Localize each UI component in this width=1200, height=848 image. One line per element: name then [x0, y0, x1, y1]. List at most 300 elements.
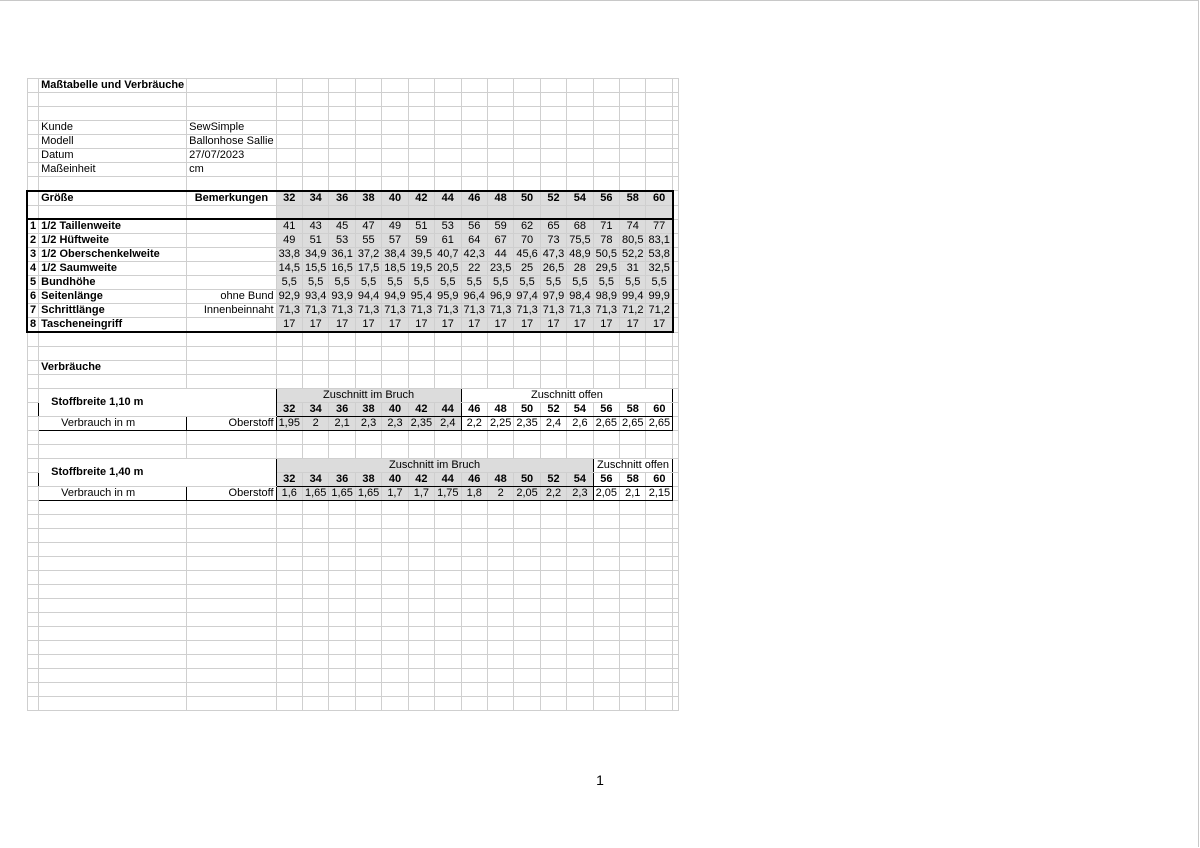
sheet-cell[interactable]	[593, 430, 619, 444]
sheet-cell[interactable]	[435, 584, 461, 598]
sheet-cell[interactable]	[355, 374, 381, 388]
sheet-cell[interactable]	[276, 668, 302, 682]
sheet-cell[interactable]	[27, 360, 39, 374]
size-header-label[interactable]: Größe	[39, 191, 187, 206]
measurement-value[interactable]: 17	[514, 318, 540, 333]
cut-type-header[interactable]: Zuschnitt offen	[461, 388, 673, 402]
sheet-cell[interactable]	[461, 93, 487, 107]
measurement-value[interactable]: 68	[567, 219, 593, 234]
sheet-cell[interactable]	[435, 346, 461, 360]
size-header-46[interactable]: 46	[461, 191, 487, 206]
measurement-value[interactable]: 36,1	[329, 248, 355, 262]
sheet-cell[interactable]	[673, 304, 679, 318]
sheet-cell[interactable]	[27, 374, 39, 388]
sheet-cell[interactable]	[461, 121, 487, 135]
cut-type-header[interactable]: Zuschnitt im Bruch	[276, 458, 593, 472]
info-label[interactable]: Kunde	[39, 121, 187, 135]
sheet-cell[interactable]	[540, 374, 566, 388]
measurement-value[interactable]: 78	[593, 234, 619, 248]
sheet-cell[interactable]	[461, 430, 487, 444]
sheet-cell[interactable]	[302, 360, 328, 374]
sheet-cell[interactable]	[329, 205, 355, 219]
fabric-size-header[interactable]: 56	[593, 402, 619, 416]
measurement-remark[interactable]	[187, 234, 276, 248]
sheet-cell[interactable]	[646, 514, 673, 528]
sheet-cell[interactable]	[302, 346, 328, 360]
sheet-cell[interactable]	[187, 500, 276, 514]
measurement-value[interactable]: 45	[329, 219, 355, 234]
sheet-cell[interactable]	[540, 626, 566, 640]
sheet-cell[interactable]	[276, 93, 302, 107]
sheet-cell[interactable]	[355, 346, 381, 360]
measurement-value[interactable]: 71,3	[461, 304, 487, 318]
sheet-cell[interactable]	[329, 360, 355, 374]
sheet-cell[interactable]	[540, 430, 566, 444]
size-header-50[interactable]: 50	[514, 191, 540, 206]
sheet-cell[interactable]	[408, 528, 434, 542]
sheet-cell[interactable]	[302, 640, 328, 654]
measurement-value[interactable]: 38,4	[382, 248, 408, 262]
measurement-value[interactable]: 51	[302, 234, 328, 248]
fabric-size-header[interactable]: 46	[461, 472, 487, 486]
sheet-cell[interactable]	[187, 584, 276, 598]
consumption-value[interactable]: 2,2	[461, 416, 487, 430]
sheet-cell[interactable]	[27, 668, 39, 682]
sheet-cell[interactable]	[540, 93, 566, 107]
sheet-cell[interactable]	[187, 514, 276, 528]
sheet-cell[interactable]	[435, 528, 461, 542]
sheet-cell[interactable]	[435, 93, 461, 107]
sheet-cell[interactable]	[487, 514, 513, 528]
sheet-cell[interactable]	[435, 135, 461, 149]
sheet-cell[interactable]	[567, 346, 593, 360]
sheet-cell[interactable]	[620, 598, 646, 612]
consumption-value[interactable]: 2,65	[620, 416, 646, 430]
sheet-cell[interactable]	[540, 79, 566, 93]
sheet-cell[interactable]	[646, 444, 673, 458]
sheet-cell[interactable]	[435, 626, 461, 640]
consumption-value[interactable]: 2,05	[593, 486, 619, 500]
measurement-remark[interactable]	[187, 276, 276, 290]
remarks-header[interactable]: Bemerkungen	[187, 191, 276, 206]
sheet-cell[interactable]	[673, 346, 679, 360]
sheet-cell[interactable]	[673, 248, 679, 262]
sheet-cell[interactable]	[382, 556, 408, 570]
measurement-value[interactable]: 48,9	[567, 248, 593, 262]
sheet-cell[interactable]	[540, 584, 566, 598]
sheet-cell[interactable]	[514, 696, 540, 710]
measurement-value[interactable]: 17	[540, 318, 566, 333]
sheet-cell[interactable]	[567, 528, 593, 542]
sheet-cell[interactable]	[187, 528, 276, 542]
sheet-cell[interactable]	[487, 668, 513, 682]
sheet-cell[interactable]	[620, 346, 646, 360]
sheet-cell[interactable]	[514, 332, 540, 346]
measurement-value[interactable]: 71,3	[302, 304, 328, 318]
measurement-value[interactable]: 71,3	[408, 304, 434, 318]
sheet-cell[interactable]	[620, 570, 646, 584]
sheet-cell[interactable]	[487, 584, 513, 598]
sheet-cell[interactable]	[39, 374, 187, 388]
measurement-value[interactable]: 98,9	[593, 290, 619, 304]
fabric-size-header[interactable]: 52	[540, 472, 566, 486]
measurement-value[interactable]: 41	[276, 219, 302, 234]
measurement-value[interactable]: 71,3	[487, 304, 513, 318]
sheet-cell[interactable]	[593, 374, 619, 388]
sheet-cell[interactable]	[487, 500, 513, 514]
sheet-cell[interactable]	[646, 584, 673, 598]
measurement-value[interactable]: 47,3	[540, 248, 566, 262]
measurement-value[interactable]: 92,9	[276, 290, 302, 304]
sheet-cell[interactable]	[567, 542, 593, 556]
sheet-cell[interactable]	[646, 696, 673, 710]
sheet-cell[interactable]	[593, 163, 619, 177]
measurement-value[interactable]: 53	[435, 219, 461, 234]
measurement-value[interactable]: 55	[355, 234, 381, 248]
sheet-cell[interactable]	[673, 332, 679, 346]
sheet-cell[interactable]	[27, 612, 39, 626]
consumption-remark[interactable]: Oberstoff	[187, 486, 276, 500]
fabric-size-header[interactable]: 34	[302, 472, 328, 486]
consumption-value[interactable]: 2,4	[540, 416, 566, 430]
sheet-cell[interactable]	[461, 696, 487, 710]
sheet-cell[interactable]	[382, 612, 408, 626]
sheet-cell[interactable]	[187, 556, 276, 570]
sheet-cell[interactable]	[435, 542, 461, 556]
sheet-cell[interactable]	[27, 388, 39, 402]
fabric-size-header[interactable]: 58	[620, 472, 646, 486]
consumption-label[interactable]: Verbrauch in m	[39, 416, 187, 430]
sheet-cell[interactable]	[487, 556, 513, 570]
sheet-cell[interactable]	[329, 528, 355, 542]
sheet-cell[interactable]	[514, 346, 540, 360]
sheet-cell[interactable]	[567, 107, 593, 121]
measurement-value[interactable]: 17	[276, 318, 302, 333]
sheet-cell[interactable]	[567, 500, 593, 514]
sheet-cell[interactable]	[593, 360, 619, 374]
sheet-cell[interactable]	[593, 542, 619, 556]
consumption-value[interactable]: 2,05	[514, 486, 540, 500]
fabric-size-header[interactable]: 42	[408, 402, 434, 416]
sheet-cell[interactable]	[329, 79, 355, 93]
sheet-cell[interactable]	[39, 528, 187, 542]
sheet-cell[interactable]	[461, 107, 487, 121]
measurement-value[interactable]: 95,4	[408, 290, 434, 304]
sheet-cell[interactable]	[187, 640, 276, 654]
sheet-cell[interactable]	[461, 500, 487, 514]
sheet-cell[interactable]	[620, 93, 646, 107]
sheet-cell[interactable]	[673, 177, 679, 191]
sheet-cell[interactable]	[673, 458, 679, 472]
measurement-value[interactable]: 47	[355, 219, 381, 234]
sheet-cell[interactable]	[461, 668, 487, 682]
size-header-38[interactable]: 38	[355, 191, 381, 206]
sheet-cell[interactable]	[27, 191, 39, 206]
sheet-cell[interactable]	[276, 696, 302, 710]
sheet-cell[interactable]	[382, 374, 408, 388]
sheet-cell[interactable]	[487, 121, 513, 135]
sheet-cell[interactable]	[487, 107, 513, 121]
sheet-cell[interactable]	[487, 528, 513, 542]
sheet-cell[interactable]	[408, 542, 434, 556]
sheet-cell[interactable]	[302, 444, 328, 458]
measurement-value[interactable]: 80,5	[620, 234, 646, 248]
sheet-cell[interactable]	[276, 374, 302, 388]
measurement-value[interactable]: 53,8	[646, 248, 673, 262]
sheet-cell[interactable]	[382, 177, 408, 191]
sheet-cell[interactable]	[435, 121, 461, 135]
sheet-cell[interactable]	[302, 528, 328, 542]
sheet-cell[interactable]	[27, 121, 39, 135]
sheet-cell[interactable]	[187, 93, 276, 107]
measurement-value[interactable]: 56	[461, 219, 487, 234]
sheet-cell[interactable]	[187, 668, 276, 682]
sheet-cell[interactable]	[593, 135, 619, 149]
sheet-cell[interactable]	[540, 135, 566, 149]
fabric-size-header[interactable]: 32	[276, 402, 302, 416]
info-value[interactable]: SewSimple	[187, 121, 276, 135]
sheet-cell[interactable]	[382, 121, 408, 135]
sheet-cell[interactable]	[329, 121, 355, 135]
info-value[interactable]: 27/07/2023	[187, 149, 276, 163]
sheet-cell[interactable]	[567, 332, 593, 346]
sheet-cell[interactable]	[514, 584, 540, 598]
measurement-name[interactable]: Tascheneingriff	[39, 318, 187, 333]
sheet-cell[interactable]	[673, 472, 679, 486]
sheet-cell[interactable]	[487, 332, 513, 346]
sheet-cell[interactable]	[27, 654, 39, 668]
sheet-cell[interactable]	[382, 514, 408, 528]
sheet-cell[interactable]	[435, 514, 461, 528]
sheet-cell[interactable]	[276, 149, 302, 163]
sheet-cell[interactable]	[302, 696, 328, 710]
sheet-cell[interactable]	[673, 696, 679, 710]
sheet-cell[interactable]	[593, 682, 619, 696]
sheet-cell[interactable]	[540, 149, 566, 163]
sheet-cell[interactable]	[620, 542, 646, 556]
sheet-cell[interactable]	[435, 682, 461, 696]
measurement-value[interactable]: 93,9	[329, 290, 355, 304]
sheet-cell[interactable]	[408, 570, 434, 584]
sheet-cell[interactable]	[646, 374, 673, 388]
info-label[interactable]: Maßeinheit	[39, 163, 187, 177]
sheet-cell[interactable]	[593, 121, 619, 135]
sheet-cell[interactable]	[276, 121, 302, 135]
measurement-value[interactable]: 96,9	[487, 290, 513, 304]
sheet-cell[interactable]	[276, 332, 302, 346]
sheet-cell[interactable]	[514, 682, 540, 696]
size-header-36[interactable]: 36	[329, 191, 355, 206]
sheet-cell[interactable]	[302, 556, 328, 570]
sheet-cell[interactable]	[27, 486, 39, 500]
sheet-cell[interactable]	[276, 444, 302, 458]
sheet-cell[interactable]	[408, 149, 434, 163]
sheet-cell[interactable]	[276, 626, 302, 640]
size-header-44[interactable]: 44	[435, 191, 461, 206]
sheet-cell[interactable]	[355, 163, 381, 177]
sheet-cell[interactable]	[567, 696, 593, 710]
measurement-number[interactable]: 1	[27, 219, 39, 234]
measurement-value[interactable]: 17	[593, 318, 619, 333]
sheet-cell[interactable]	[673, 444, 679, 458]
sheet-cell[interactable]	[620, 640, 646, 654]
measurement-value[interactable]: 17	[487, 318, 513, 333]
sheet-cell[interactable]	[514, 640, 540, 654]
sheet-cell[interactable]	[461, 79, 487, 93]
sheet-cell[interactable]	[382, 542, 408, 556]
sheet-cell[interactable]	[461, 205, 487, 219]
sheet-cell[interactable]	[408, 93, 434, 107]
info-value[interactable]: Ballonhose Sallie	[187, 135, 276, 149]
sheet-cell[interactable]	[276, 430, 302, 444]
fabric-size-header[interactable]: 44	[435, 402, 461, 416]
consumption-value[interactable]: 2,6	[567, 416, 593, 430]
sheet-cell[interactable]	[567, 640, 593, 654]
sheet-cell[interactable]	[39, 654, 187, 668]
consumption-value[interactable]: 2,25	[487, 416, 513, 430]
measurement-value[interactable]: 29,5	[593, 262, 619, 276]
sheet-cell[interactable]	[567, 444, 593, 458]
sheet-cell[interactable]	[302, 135, 328, 149]
sheet-cell[interactable]	[187, 177, 276, 191]
sheet-cell[interactable]	[27, 696, 39, 710]
sheet-cell[interactable]	[514, 79, 540, 93]
sheet-cell[interactable]	[27, 430, 39, 444]
sheet-cell[interactable]	[329, 135, 355, 149]
measurement-value[interactable]: 40,7	[435, 248, 461, 262]
sheet-cell[interactable]	[620, 444, 646, 458]
sheet-cell[interactable]	[673, 416, 679, 430]
measurement-number[interactable]: 3	[27, 248, 39, 262]
measurement-value[interactable]: 37,2	[355, 248, 381, 262]
sheet-cell[interactable]	[27, 500, 39, 514]
sheet-cell[interactable]	[39, 500, 187, 514]
sheet-cell[interactable]	[593, 626, 619, 640]
sheet-cell[interactable]	[329, 149, 355, 163]
sheet-cell[interactable]	[408, 163, 434, 177]
sheet-cell[interactable]	[487, 163, 513, 177]
measurement-value[interactable]: 17	[302, 318, 328, 333]
measurement-remark[interactable]: ohne Bund	[187, 290, 276, 304]
sheet-cell[interactable]	[673, 598, 679, 612]
sheet-cell[interactable]	[302, 93, 328, 107]
sheet-cell[interactable]	[593, 514, 619, 528]
sheet-cell[interactable]	[540, 654, 566, 668]
sheet-cell[interactable]	[302, 584, 328, 598]
sheet-cell[interactable]	[567, 121, 593, 135]
consumption-label[interactable]: Verbrauch in m	[39, 486, 187, 500]
sheet-cell[interactable]	[27, 416, 39, 430]
sheet-cell[interactable]	[673, 430, 679, 444]
measurement-value[interactable]: 67	[487, 234, 513, 248]
measurement-value[interactable]: 44	[487, 248, 513, 262]
sheet-cell[interactable]	[620, 374, 646, 388]
measurement-value[interactable]: 17,5	[355, 262, 381, 276]
sheet-cell[interactable]	[593, 696, 619, 710]
sheet-cell[interactable]	[39, 640, 187, 654]
sheet-cell[interactable]	[27, 163, 39, 177]
sheet-cell[interactable]	[567, 374, 593, 388]
sheet-cell[interactable]	[461, 598, 487, 612]
sheet-cell[interactable]	[673, 360, 679, 374]
sheet-cell[interactable]	[27, 682, 39, 696]
sheet-cell[interactable]	[646, 205, 673, 219]
sheet-cell[interactable]	[408, 696, 434, 710]
sheet-cell[interactable]	[673, 626, 679, 640]
consumption-value[interactable]: 1,65	[302, 486, 328, 500]
sheet-cell[interactable]	[27, 93, 39, 107]
measurement-value[interactable]: 64	[461, 234, 487, 248]
sheet-cell[interactable]	[620, 668, 646, 682]
measurement-value[interactable]: 71,3	[355, 304, 381, 318]
sheet-cell[interactable]	[540, 640, 566, 654]
sheet-cell[interactable]	[620, 556, 646, 570]
sheet-cell[interactable]	[514, 360, 540, 374]
measurement-value[interactable]: 71,3	[540, 304, 566, 318]
consumption-title[interactable]: Verbräuche	[39, 360, 187, 374]
sheet-cell[interactable]	[540, 332, 566, 346]
sheet-cell[interactable]	[39, 332, 187, 346]
measurement-name[interactable]: Schrittlänge	[39, 304, 187, 318]
measurement-value[interactable]: 71,2	[646, 304, 673, 318]
sheet-cell[interactable]	[673, 205, 679, 219]
sheet-cell[interactable]	[329, 598, 355, 612]
sheet-cell[interactable]	[646, 542, 673, 556]
measurement-value[interactable]: 51	[408, 219, 434, 234]
sheet-cell[interactable]	[461, 514, 487, 528]
sheet-cell[interactable]	[435, 612, 461, 626]
measurement-value[interactable]: 5,5	[408, 276, 434, 290]
sheet-cell[interactable]	[302, 500, 328, 514]
sheet-cell[interactable]	[593, 79, 619, 93]
sheet-cell[interactable]	[355, 654, 381, 668]
sheet-cell[interactable]	[276, 528, 302, 542]
sheet-cell[interactable]	[187, 570, 276, 584]
sheet-cell[interactable]	[461, 528, 487, 542]
sheet-cell[interactable]	[567, 584, 593, 598]
sheet-cell[interactable]	[540, 360, 566, 374]
sheet-cell[interactable]	[276, 640, 302, 654]
sheet-cell[interactable]	[620, 107, 646, 121]
consumption-value[interactable]: 2,3	[567, 486, 593, 500]
sheet-cell[interactable]	[329, 163, 355, 177]
sheet-cell[interactable]	[435, 654, 461, 668]
fabric-size-header[interactable]: 38	[355, 402, 381, 416]
sheet-cell[interactable]	[382, 696, 408, 710]
measurement-value[interactable]: 71,3	[382, 304, 408, 318]
measurement-value[interactable]: 71,3	[276, 304, 302, 318]
sheet-cell[interactable]	[27, 472, 39, 486]
measurement-value[interactable]: 71,3	[435, 304, 461, 318]
sheet-cell[interactable]	[673, 262, 679, 276]
sheet-cell[interactable]	[39, 696, 187, 710]
consumption-value[interactable]: 1,75	[435, 486, 461, 500]
sheet-cell[interactable]	[27, 205, 39, 219]
sheet-cell[interactable]	[39, 542, 187, 556]
measurement-value[interactable]: 95,9	[435, 290, 461, 304]
fabric-size-header[interactable]: 32	[276, 472, 302, 486]
sheet-cell[interactable]	[646, 570, 673, 584]
sheet-cell[interactable]	[27, 135, 39, 149]
size-header-32[interactable]: 32	[276, 191, 302, 206]
sheet-cell[interactable]	[408, 640, 434, 654]
sheet-cell[interactable]	[408, 177, 434, 191]
sheet-cell[interactable]	[540, 500, 566, 514]
sheet-cell[interactable]	[514, 177, 540, 191]
consumption-value[interactable]: 2,35	[514, 416, 540, 430]
fabric-size-header[interactable]: 54	[567, 472, 593, 486]
sheet-cell[interactable]	[27, 514, 39, 528]
